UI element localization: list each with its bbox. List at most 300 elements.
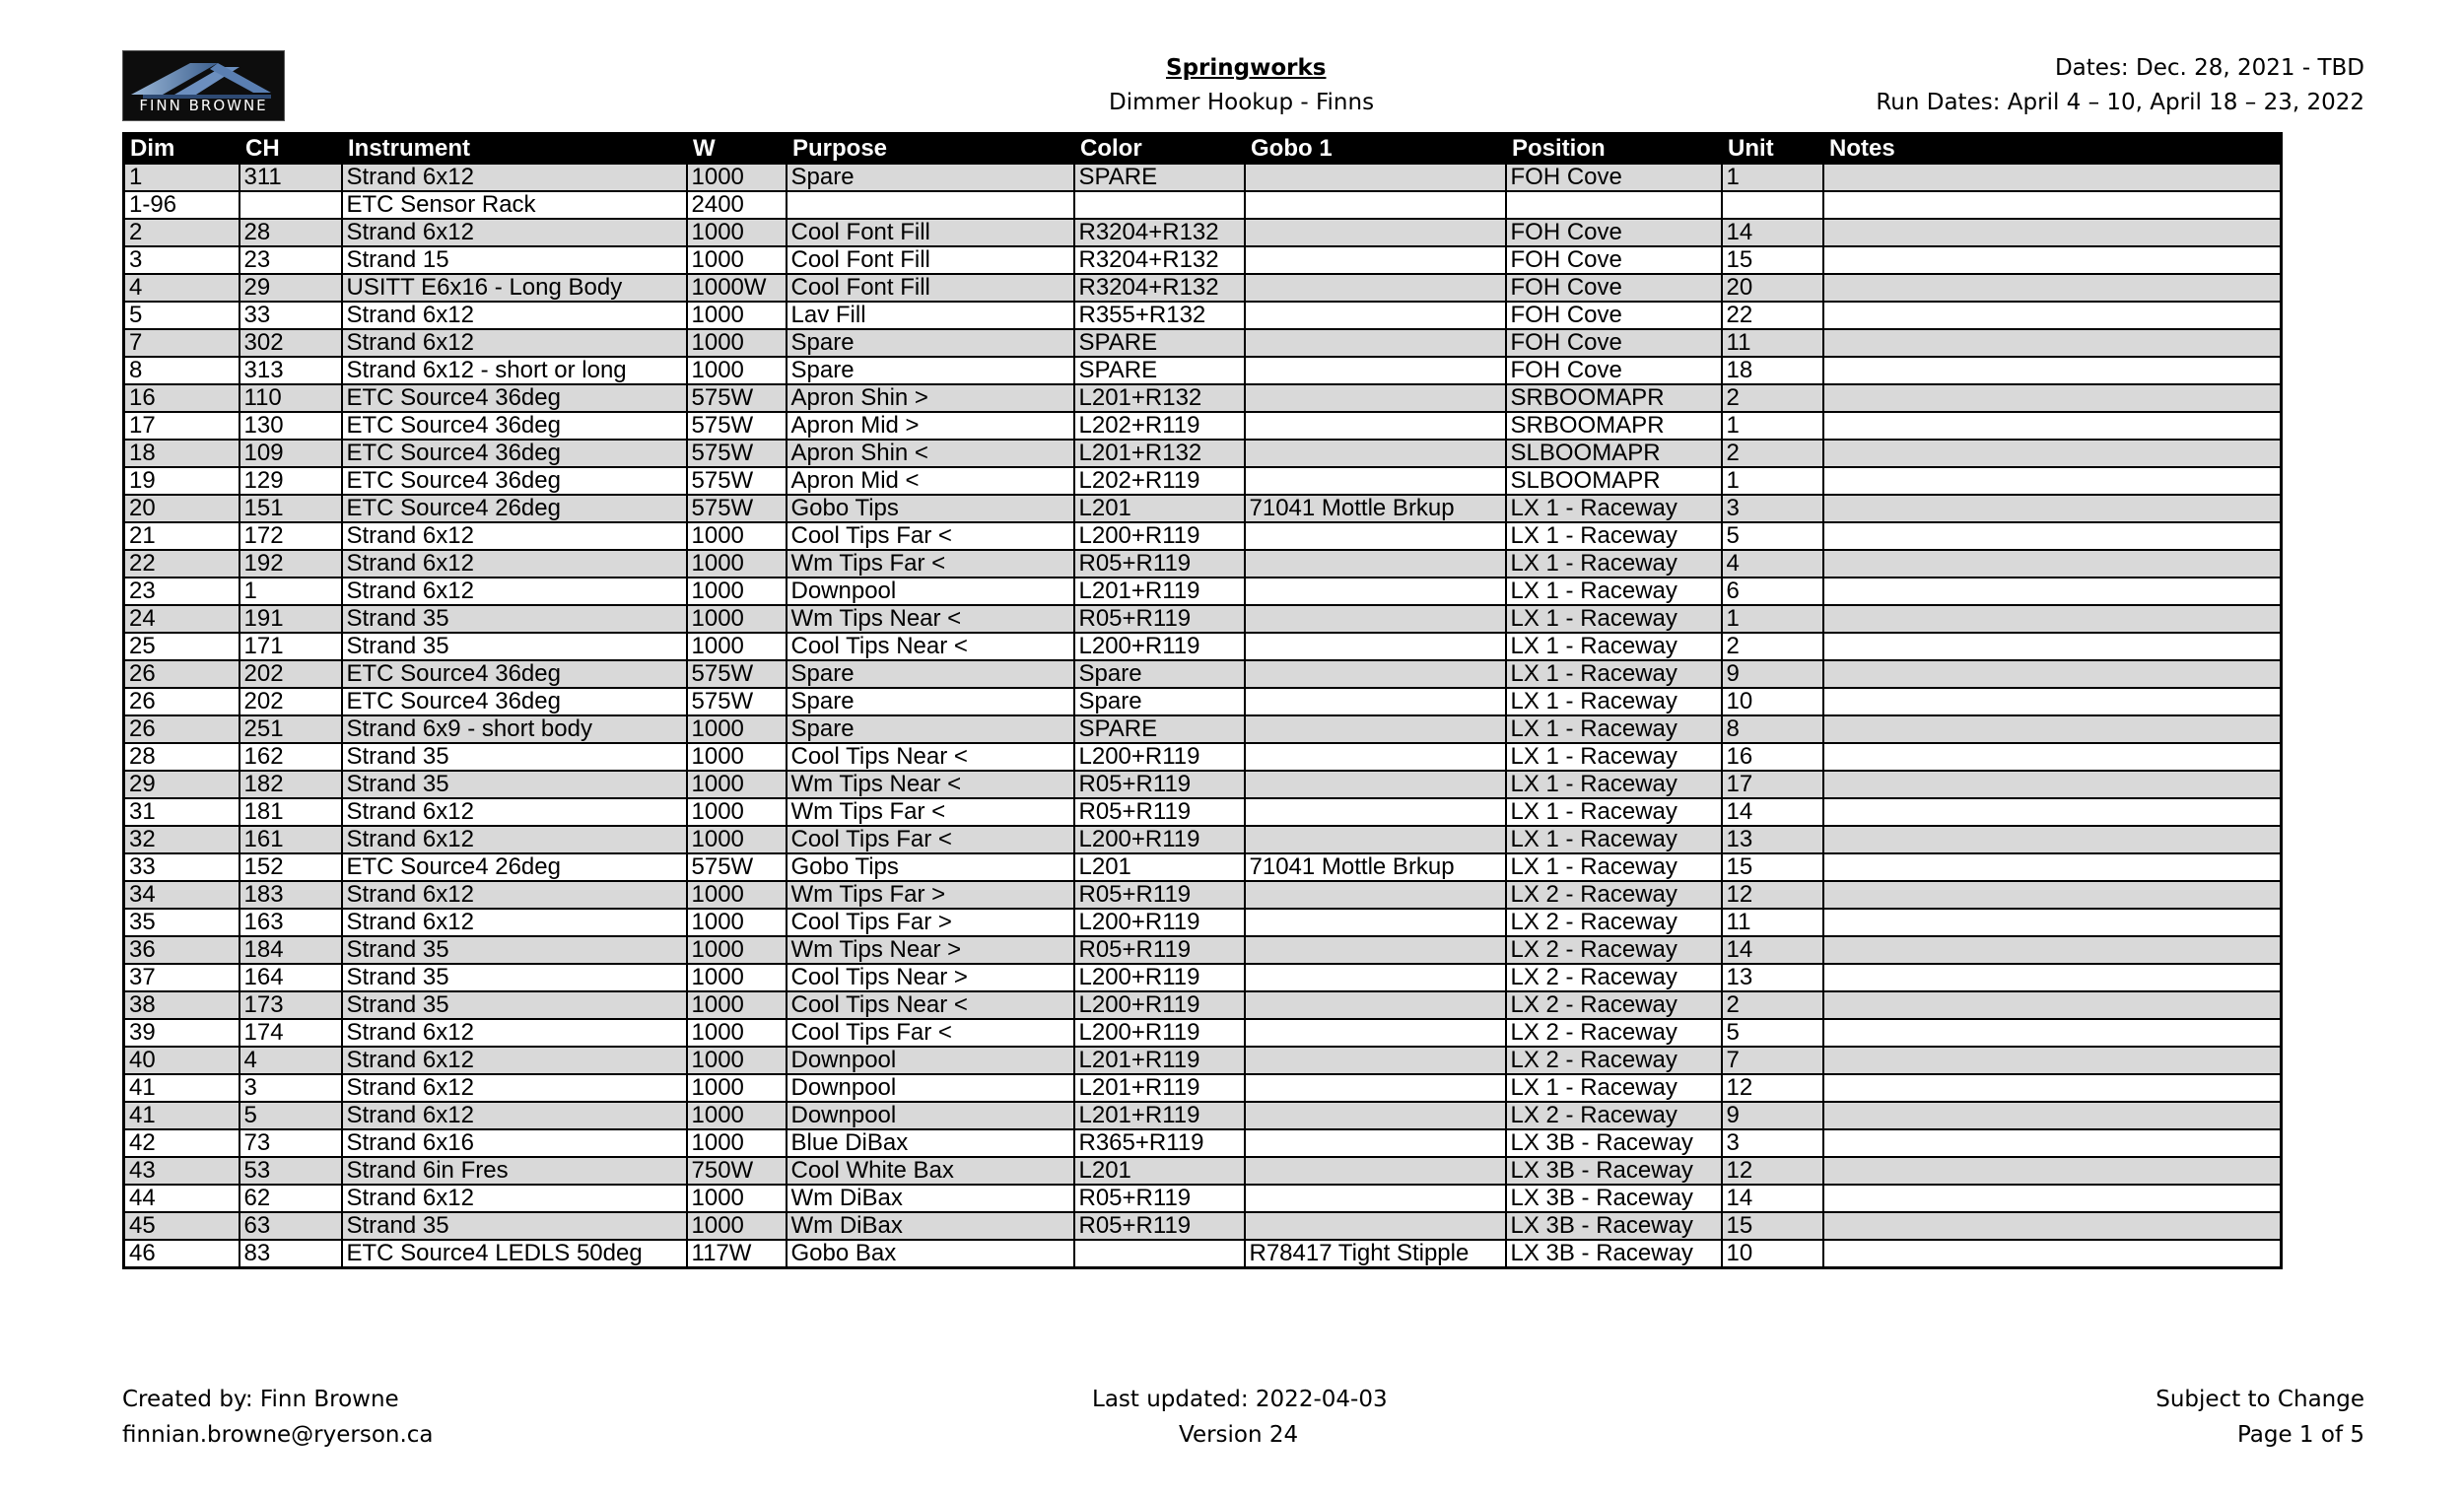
cell-notes: [1823, 412, 2282, 440]
cell-color: L201+R119: [1074, 1074, 1245, 1102]
cell-w: 575W: [687, 384, 787, 412]
cell-dim: 38: [124, 991, 240, 1019]
page-number: Page 1 of 5: [2236, 1422, 2364, 1448]
cell-notes: [1823, 909, 2282, 936]
cell-purpose: Spare: [787, 688, 1074, 715]
cell-gobo-1: [1245, 412, 1506, 440]
cell-w: 750W: [687, 1157, 787, 1185]
cell-color: R05+R119: [1074, 1185, 1245, 1212]
cell-notes: [1823, 1047, 2282, 1074]
cell-notes: [1823, 274, 2282, 302]
cell-color: L201: [1074, 853, 1245, 881]
cell-w: 1000: [687, 743, 787, 771]
cell-color: R3204+R132: [1074, 246, 1245, 274]
cell-unit: 10: [1722, 1240, 1823, 1268]
cell-ch: 23: [240, 246, 342, 274]
cell-notes: [1823, 1212, 2282, 1240]
cell-ch: 29: [240, 274, 342, 302]
cell-w: 575W: [687, 440, 787, 467]
table-row: [124, 633, 2282, 660]
cell-ch: 129: [240, 467, 342, 495]
cell-unit: 2: [1722, 440, 1823, 467]
cell-w: 1000: [687, 771, 787, 798]
cell-gobo-1: [1245, 991, 1506, 1019]
table-row: [124, 1240, 2282, 1268]
cell-gobo-1: [1245, 274, 1506, 302]
cell-purpose: Cool Tips Far <: [787, 522, 1074, 550]
cell-unit: 5: [1722, 522, 1823, 550]
cell-gobo-1: [1245, 1185, 1506, 1212]
cell-w: 1000: [687, 826, 787, 853]
cell-gobo-1: [1245, 440, 1506, 467]
cell-notes: [1823, 440, 2282, 467]
cell-notes: [1823, 660, 2282, 688]
cell-purpose: Wm Tips Far <: [787, 550, 1074, 578]
cell-instrument: Strand 6x12: [342, 1047, 687, 1074]
cell-gobo-1: 71041 Mottle Brkup: [1245, 495, 1506, 522]
cell-notes: [1823, 936, 2282, 964]
cell-notes: [1823, 578, 2282, 605]
cell-purpose: Spare: [787, 329, 1074, 357]
cell-color: L201: [1074, 495, 1245, 522]
cell-color: L200+R119: [1074, 1019, 1245, 1047]
cell-instrument: Strand 6x12: [342, 909, 687, 936]
cell-color: SPARE: [1074, 357, 1245, 384]
cell-ch: 184: [240, 936, 342, 964]
table-row: [124, 798, 2282, 826]
cell-gobo-1: [1245, 1102, 1506, 1129]
cell-purpose: Apron Shin >: [787, 384, 1074, 412]
cell-position: LX 2 - Raceway: [1506, 1047, 1722, 1074]
cell-unit: 2: [1722, 384, 1823, 412]
cell-notes: [1823, 495, 2282, 522]
cell-color: [1074, 191, 1245, 219]
cell-dim: 28: [124, 743, 240, 771]
column-header-unit: Unit: [1722, 134, 1823, 164]
cell-unit: 11: [1722, 329, 1823, 357]
table-row: [124, 219, 2282, 246]
cell-ch: 4: [240, 1047, 342, 1074]
cell-notes: [1823, 1157, 2282, 1185]
cell-color: SPARE: [1074, 715, 1245, 743]
cell-w: 1000: [687, 1129, 787, 1157]
cell-position: LX 1 - Raceway: [1506, 688, 1722, 715]
cell-notes: [1823, 550, 2282, 578]
cell-position: LX 2 - Raceway: [1506, 1019, 1722, 1047]
cell-instrument: ETC Sensor Rack: [342, 191, 687, 219]
cell-instrument: ETC Source4 36deg: [342, 440, 687, 467]
cell-color: L201+R132: [1074, 440, 1245, 467]
cell-notes: [1823, 1074, 2282, 1102]
cell-w: 1000W: [687, 274, 787, 302]
cell-w: 1000: [687, 964, 787, 991]
cell-unit: 15: [1722, 853, 1823, 881]
cell-unit: 4: [1722, 550, 1823, 578]
cell-purpose: Cool Tips Far <: [787, 1019, 1074, 1047]
column-header-instrument: Instrument: [342, 134, 687, 164]
cell-dim: 35: [124, 909, 240, 936]
cell-notes: [1823, 743, 2282, 771]
cell-position: LX 1 - Raceway: [1506, 495, 1722, 522]
cell-gobo-1: [1245, 1157, 1506, 1185]
cell-position: [1506, 191, 1722, 219]
table-row: [124, 1102, 2282, 1129]
document-title: Springworks: [1166, 55, 1327, 81]
cell-w: 575W: [687, 495, 787, 522]
cell-unit: 14: [1722, 219, 1823, 246]
cell-dim: 41: [124, 1102, 240, 1129]
cell-unit: 11: [1722, 909, 1823, 936]
cell-purpose: Wm Tips Near <: [787, 605, 1074, 633]
cell-gobo-1: [1245, 771, 1506, 798]
cell-w: 1000: [687, 798, 787, 826]
cell-ch: 202: [240, 688, 342, 715]
table-row: [124, 909, 2282, 936]
cell-purpose: Cool Tips Near <: [787, 743, 1074, 771]
cell-color: R05+R119: [1074, 605, 1245, 633]
cell-purpose: Wm Tips Near <: [787, 771, 1074, 798]
cell-position: LX 1 - Raceway: [1506, 605, 1722, 633]
cell-color: SPARE: [1074, 329, 1245, 357]
cell-position: FOH Cove: [1506, 164, 1722, 192]
cell-instrument: Strand 6in Fres: [342, 1157, 687, 1185]
cell-dim: 45: [124, 1212, 240, 1240]
cell-color: SPARE: [1074, 164, 1245, 192]
cell-instrument: Strand 6x12: [342, 1185, 687, 1212]
cell-instrument: Strand 35: [342, 605, 687, 633]
cell-ch: 53: [240, 1157, 342, 1185]
cell-gobo-1: [1245, 964, 1506, 991]
cell-unit: 8: [1722, 715, 1823, 743]
cell-instrument: Strand 35: [342, 1212, 687, 1240]
cell-w: 1000: [687, 164, 787, 192]
cell-instrument: Strand 6x12: [342, 164, 687, 192]
cell-instrument: ETC Source4 LEDLS 50deg: [342, 1240, 687, 1268]
table-row: [124, 246, 2282, 274]
cell-dim: 33: [124, 853, 240, 881]
cell-position: LX 2 - Raceway: [1506, 909, 1722, 936]
cell-unit: 13: [1722, 964, 1823, 991]
cell-ch: 182: [240, 771, 342, 798]
cell-purpose: Cool Font Fill: [787, 219, 1074, 246]
cell-color: R355+R132: [1074, 302, 1245, 329]
cell-purpose: Spare: [787, 715, 1074, 743]
run-dates-label: Run Dates: April 4 – 10, April 18 – 23, 2022: [1876, 90, 2364, 115]
cell-unit: 1: [1722, 605, 1823, 633]
cell-notes: [1823, 826, 2282, 853]
cell-dim: 44: [124, 1185, 240, 1212]
cell-ch: 192: [240, 550, 342, 578]
cell-gobo-1: [1245, 1212, 1506, 1240]
cell-gobo-1: [1245, 798, 1506, 826]
cell-instrument: Strand 35: [342, 991, 687, 1019]
cell-w: 1000: [687, 302, 787, 329]
cell-notes: [1823, 605, 2282, 633]
cell-purpose: [787, 191, 1074, 219]
cell-purpose: Spare: [787, 357, 1074, 384]
cell-notes: [1823, 246, 2282, 274]
cell-purpose: Gobo Tips: [787, 853, 1074, 881]
table-row: [124, 578, 2282, 605]
table-row: [124, 853, 2282, 881]
cell-gobo-1: [1245, 329, 1506, 357]
cell-color: Spare: [1074, 688, 1245, 715]
cell-ch: 164: [240, 964, 342, 991]
cell-unit: 16: [1722, 743, 1823, 771]
column-header-notes: Notes: [1823, 134, 2282, 164]
cell-dim: 19: [124, 467, 240, 495]
cell-instrument: Strand 35: [342, 964, 687, 991]
cell-ch: 110: [240, 384, 342, 412]
cell-ch: 5: [240, 1102, 342, 1129]
cell-dim: 7: [124, 329, 240, 357]
cell-gobo-1: [1245, 1019, 1506, 1047]
table-row: [124, 384, 2282, 412]
cell-position: LX 1 - Raceway: [1506, 826, 1722, 853]
table-row: [124, 302, 2282, 329]
cell-notes: [1823, 357, 2282, 384]
cell-dim: 26: [124, 715, 240, 743]
cell-ch: 1: [240, 578, 342, 605]
cell-instrument: Strand 35: [342, 743, 687, 771]
cell-ch: 130: [240, 412, 342, 440]
cell-unit: 14: [1722, 798, 1823, 826]
table-row: [124, 881, 2282, 909]
cell-unit: 18: [1722, 357, 1823, 384]
cell-dim: 3: [124, 246, 240, 274]
cell-unit: 9: [1722, 1102, 1823, 1129]
cell-instrument: ETC Source4 36deg: [342, 688, 687, 715]
cell-unit: 15: [1722, 1212, 1823, 1240]
cell-dim: 8: [124, 357, 240, 384]
cell-instrument: Strand 6x12: [342, 826, 687, 853]
cell-purpose: Cool Font Fill: [787, 246, 1074, 274]
cell-color: L200+R119: [1074, 964, 1245, 991]
cell-notes: [1823, 1102, 2282, 1129]
cell-notes: [1823, 219, 2282, 246]
cell-color: L201+R119: [1074, 578, 1245, 605]
document-subtitle: Dimmer Hookup - Finns: [1109, 90, 1375, 115]
table-row: [124, 467, 2282, 495]
column-header-purpose: Purpose: [787, 134, 1074, 164]
cell-dim: 26: [124, 688, 240, 715]
cell-position: LX 1 - Raceway: [1506, 578, 1722, 605]
cell-dim: 4: [124, 274, 240, 302]
cell-gobo-1: [1245, 246, 1506, 274]
cell-position: LX 3B - Raceway: [1506, 1240, 1722, 1268]
cell-ch: 172: [240, 522, 342, 550]
column-header-w: W: [687, 134, 787, 164]
cell-unit: 5: [1722, 1019, 1823, 1047]
cell-color: L201+R132: [1074, 384, 1245, 412]
cell-unit: 13: [1722, 826, 1823, 853]
cell-position: SRBOOMAPR: [1506, 412, 1722, 440]
cell-w: 2400: [687, 191, 787, 219]
cell-notes: [1823, 633, 2282, 660]
cell-dim: 17: [124, 412, 240, 440]
cell-purpose: Wm Tips Far >: [787, 881, 1074, 909]
cell-gobo-1: [1245, 633, 1506, 660]
cell-position: FOH Cove: [1506, 329, 1722, 357]
cell-color: R3204+R132: [1074, 219, 1245, 246]
cell-purpose: Cool Font Fill: [787, 274, 1074, 302]
cell-position: LX 1 - Raceway: [1506, 522, 1722, 550]
cell-purpose: Apron Mid <: [787, 467, 1074, 495]
column-header-dim: Dim: [124, 134, 240, 164]
cell-instrument: Strand 35: [342, 633, 687, 660]
cell-unit: 14: [1722, 936, 1823, 964]
cell-position: SRBOOMAPR: [1506, 384, 1722, 412]
cell-purpose: Cool Tips Near <: [787, 991, 1074, 1019]
table-row: [124, 329, 2282, 357]
cell-w: 1000: [687, 246, 787, 274]
cell-instrument: ETC Source4 36deg: [342, 467, 687, 495]
cell-purpose: Wm DiBax: [787, 1185, 1074, 1212]
cell-gobo-1: [1245, 550, 1506, 578]
author-email: finnian.browne@ryerson.ca: [122, 1422, 434, 1448]
company-logo: [122, 50, 285, 121]
cell-w: 575W: [687, 853, 787, 881]
cell-w: 1000: [687, 550, 787, 578]
cell-gobo-1: [1245, 1129, 1506, 1157]
cell-w: 1000: [687, 1074, 787, 1102]
cell-position: LX 2 - Raceway: [1506, 964, 1722, 991]
cell-color: R05+R119: [1074, 771, 1245, 798]
cell-unit: 17: [1722, 771, 1823, 798]
cell-w: 575W: [687, 412, 787, 440]
cell-dim: 21: [124, 522, 240, 550]
table-row: [124, 440, 2282, 467]
cell-purpose: Spare: [787, 164, 1074, 192]
cell-gobo-1: [1245, 578, 1506, 605]
cell-gobo-1: [1245, 1047, 1506, 1074]
cell-unit: 14: [1722, 1185, 1823, 1212]
cell-gobo-1: 71041 Mottle Brkup: [1245, 853, 1506, 881]
cell-w: 1000: [687, 991, 787, 1019]
cell-ch: 63: [240, 1212, 342, 1240]
cell-instrument: ETC Source4 36deg: [342, 384, 687, 412]
table-row: [124, 991, 2282, 1019]
cell-purpose: Cool White Bax: [787, 1157, 1074, 1185]
subject-to-change: Subject to Change: [2156, 1387, 2364, 1412]
cell-dim: 39: [124, 1019, 240, 1047]
table-row: [124, 522, 2282, 550]
cell-dim: 23: [124, 578, 240, 605]
cell-dim: 43: [124, 1157, 240, 1185]
cell-gobo-1: [1245, 660, 1506, 688]
cell-ch: 109: [240, 440, 342, 467]
cell-gobo-1: [1245, 219, 1506, 246]
cell-gobo-1: [1245, 605, 1506, 633]
cell-instrument: Strand 35: [342, 936, 687, 964]
cell-position: LX 1 - Raceway: [1506, 660, 1722, 688]
cell-w: 1000: [687, 1019, 787, 1047]
cell-position: LX 1 - Raceway: [1506, 853, 1722, 881]
cell-unit: 2: [1722, 633, 1823, 660]
cell-position: LX 2 - Raceway: [1506, 881, 1722, 909]
cell-notes: [1823, 1019, 2282, 1047]
cell-dim: 22: [124, 550, 240, 578]
cell-instrument: Strand 6x12: [342, 881, 687, 909]
cell-dim: 41: [124, 1074, 240, 1102]
cell-instrument: Strand 6x12: [342, 1019, 687, 1047]
table-row: [124, 688, 2282, 715]
cell-notes: [1823, 329, 2282, 357]
cell-dim: 31: [124, 798, 240, 826]
cell-unit: 12: [1722, 1074, 1823, 1102]
cell-ch: 152: [240, 853, 342, 881]
cell-w: 575W: [687, 660, 787, 688]
cell-unit: 1: [1722, 164, 1823, 192]
cell-ch: 181: [240, 798, 342, 826]
last-updated: Last updated: 2022-04-03: [1092, 1387, 1388, 1412]
column-header-color: Color: [1074, 134, 1245, 164]
cell-purpose: Cool Tips Far >: [787, 909, 1074, 936]
cell-color: L200+R119: [1074, 633, 1245, 660]
cell-instrument: USITT E6x16 - Long Body: [342, 274, 687, 302]
cell-gobo-1: [1245, 191, 1506, 219]
cell-ch: 171: [240, 633, 342, 660]
column-header-gobo-1: Gobo 1: [1245, 134, 1506, 164]
table-row: [124, 743, 2282, 771]
cell-w: 1000: [687, 1212, 787, 1240]
table-row: [124, 1129, 2282, 1157]
cell-w: 1000: [687, 578, 787, 605]
cell-w: 575W: [687, 467, 787, 495]
cell-dim: 32: [124, 826, 240, 853]
cell-w: 575W: [687, 688, 787, 715]
cell-notes: [1823, 853, 2282, 881]
cell-gobo-1: [1245, 743, 1506, 771]
cell-unit: 7: [1722, 1047, 1823, 1074]
version-label: Version 24: [1179, 1422, 1299, 1448]
cell-notes: [1823, 1185, 2282, 1212]
cell-position: LX 1 - Raceway: [1506, 1074, 1722, 1102]
cell-notes: [1823, 1240, 2282, 1268]
cell-dim: 34: [124, 881, 240, 909]
cell-ch: 163: [240, 909, 342, 936]
cell-ch: 83: [240, 1240, 342, 1268]
cell-instrument: ETC Source4 36deg: [342, 660, 687, 688]
cell-dim: 37: [124, 964, 240, 991]
cell-position: FOH Cove: [1506, 246, 1722, 274]
dates-label: Dates: Dec. 28, 2021 - TBD: [2054, 55, 2364, 81]
cell-purpose: Downpool: [787, 1047, 1074, 1074]
cell-unit: 12: [1722, 881, 1823, 909]
cell-color: R05+R119: [1074, 936, 1245, 964]
cell-position: LX 1 - Raceway: [1506, 633, 1722, 660]
cell-color: L200+R119: [1074, 743, 1245, 771]
table-row: [124, 715, 2282, 743]
cell-ch: 151: [240, 495, 342, 522]
cell-dim: 25: [124, 633, 240, 660]
cell-instrument: ETC Source4 26deg: [342, 495, 687, 522]
cell-position: LX 3B - Raceway: [1506, 1185, 1722, 1212]
cell-notes: [1823, 964, 2282, 991]
cell-unit: 6: [1722, 578, 1823, 605]
cell-instrument: ETC Source4 26deg: [342, 853, 687, 881]
cell-color: R05+R119: [1074, 1212, 1245, 1240]
cell-gobo-1: [1245, 826, 1506, 853]
cell-color: R05+R119: [1074, 550, 1245, 578]
cell-position: LX 2 - Raceway: [1506, 991, 1722, 1019]
table-row: [124, 936, 2282, 964]
cell-color: Spare: [1074, 660, 1245, 688]
cell-notes: [1823, 715, 2282, 743]
cell-w: 1000: [687, 522, 787, 550]
cell-dim: 16: [124, 384, 240, 412]
cell-ch: 313: [240, 357, 342, 384]
